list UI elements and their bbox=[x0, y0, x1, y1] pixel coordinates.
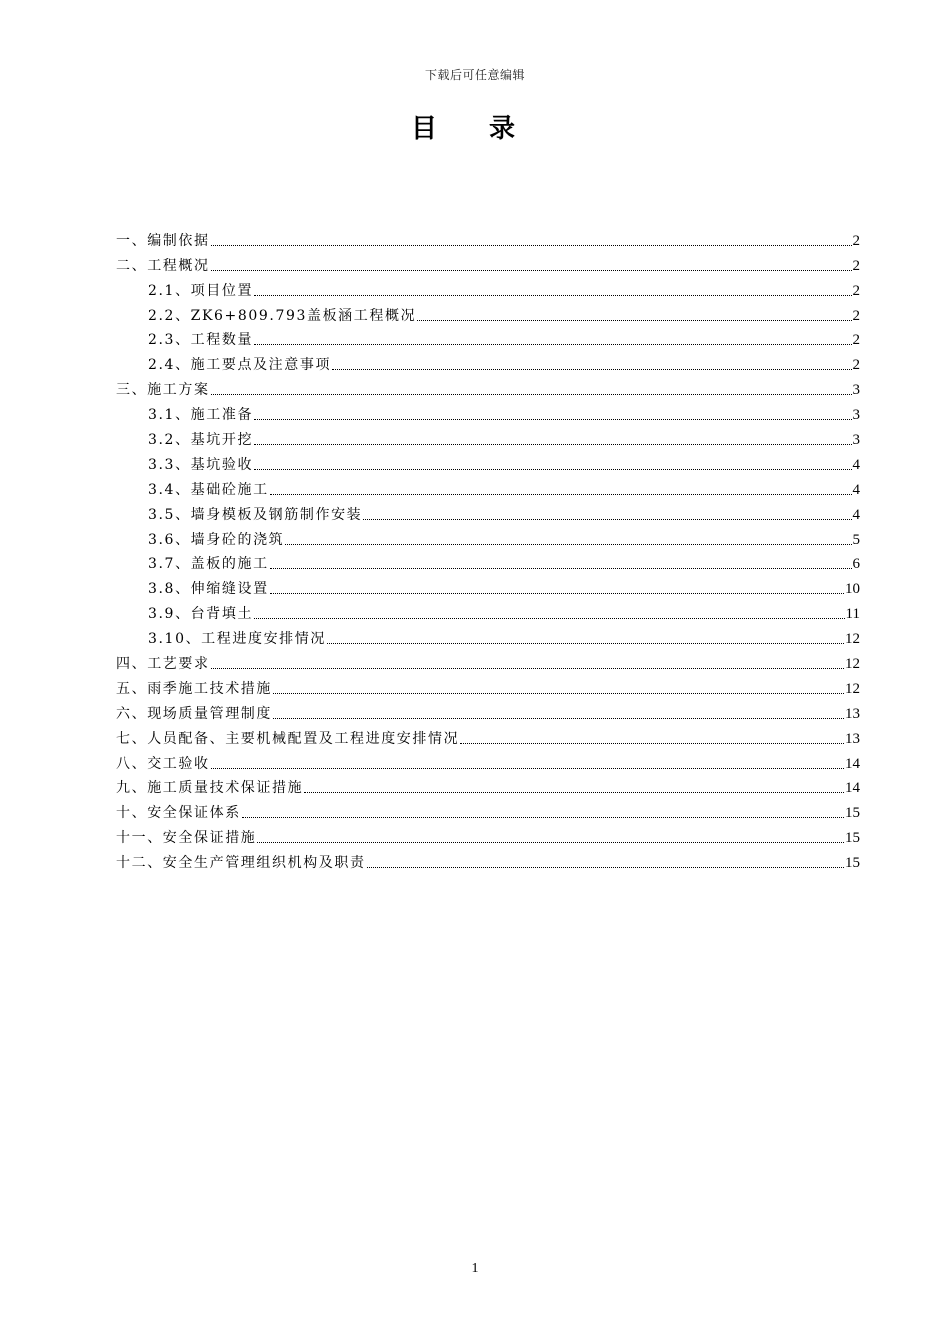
toc-dot-leader bbox=[211, 245, 852, 246]
toc-dot-leader bbox=[270, 568, 852, 569]
toc-entry-label: 2.1、项目位置 bbox=[148, 282, 254, 299]
toc-dot-leader bbox=[367, 867, 844, 868]
toc-entry-page: 3 bbox=[852, 407, 860, 424]
toc-entry-page: 2 bbox=[852, 307, 860, 324]
toc-entry[interactable] bbox=[116, 499, 860, 524]
toc-entry-page: 2 bbox=[852, 332, 860, 349]
header-note: 下载后可任意编辑 bbox=[424, 68, 525, 82]
toc-entry-label: 2.2、ZK6+809.793盖板涵工程概况 bbox=[148, 307, 417, 324]
toc-dot-leader bbox=[211, 768, 844, 769]
toc-entry[interactable] bbox=[116, 524, 860, 549]
toc-entry[interactable] bbox=[116, 623, 860, 648]
toc-entry-page: 4 bbox=[852, 481, 860, 498]
toc-entry[interactable] bbox=[116, 847, 860, 872]
toc-entry-label: 五、雨季施工技术措施 bbox=[116, 680, 272, 697]
toc-entry-page: 4 bbox=[852, 506, 860, 523]
toc-entry-label: 3.3、基坑验收 bbox=[148, 456, 254, 473]
toc-entry-page: 10 bbox=[845, 581, 860, 598]
toc-entry-page: 2 bbox=[852, 357, 860, 374]
toc-entry-page: 12 bbox=[845, 680, 860, 697]
toc-entry-page: 13 bbox=[845, 730, 860, 747]
toc-entry[interactable] bbox=[116, 474, 860, 499]
toc-entry-page: 14 bbox=[845, 755, 860, 772]
toc-dot-leader bbox=[254, 419, 851, 420]
toc-entry-label: 3.9、台背填土 bbox=[148, 606, 254, 623]
toc-entry-page: 2 bbox=[852, 282, 860, 299]
toc-entry-page: 3 bbox=[852, 382, 860, 399]
toc-dot-leader bbox=[273, 693, 844, 694]
toc-entry-label: 七、人员配备、主要机械配置及工程进度安排情况 bbox=[116, 730, 460, 747]
toc-dot-leader bbox=[211, 394, 852, 395]
toc-entry-label: 2.4、施工要点及注意事项 bbox=[148, 357, 332, 374]
toc-dot-leader bbox=[254, 444, 851, 445]
toc-entry-label: 八、交工验收 bbox=[116, 755, 210, 772]
toc-entry-page: 2 bbox=[852, 232, 860, 249]
toc-entry-page: 13 bbox=[845, 705, 860, 722]
toc-entry-label: 2.3、工程数量 bbox=[148, 332, 254, 349]
toc-entry[interactable] bbox=[116, 449, 860, 474]
toc-dot-leader bbox=[273, 718, 844, 719]
toc-dot-leader bbox=[270, 593, 844, 594]
toc-entry-label: 3.10、工程进度安排情况 bbox=[148, 631, 326, 648]
toc-entry[interactable] bbox=[116, 723, 860, 748]
toc-dot-leader bbox=[254, 344, 851, 345]
toc-entry-page: 11 bbox=[845, 606, 860, 623]
toc-entry-label: 3.7、盖板的施工 bbox=[148, 556, 269, 573]
toc-entry[interactable] bbox=[116, 349, 860, 374]
toc-dot-leader bbox=[304, 792, 844, 793]
toc-entry[interactable] bbox=[116, 300, 860, 325]
toc-dot-leader bbox=[332, 369, 851, 370]
toc-entry-label: 四、工艺要求 bbox=[116, 656, 210, 673]
toc-entry-label: 3.2、基坑开挖 bbox=[148, 432, 254, 449]
toc-entry-label: 六、现场质量管理制度 bbox=[116, 705, 272, 722]
toc-entry-page: 14 bbox=[845, 780, 860, 797]
toc-entry[interactable] bbox=[116, 275, 860, 300]
toc-entry-label: 十、安全保证体系 bbox=[116, 805, 241, 822]
toc-entry[interactable] bbox=[116, 325, 860, 350]
toc-entry[interactable] bbox=[116, 698, 860, 723]
toc-entry[interactable] bbox=[116, 549, 860, 574]
toc-entry-label: 十一、安全保证措施 bbox=[116, 830, 257, 847]
toc-dot-leader bbox=[270, 494, 852, 495]
toc-entry-page: 15 bbox=[845, 830, 860, 847]
toc-entry[interactable] bbox=[116, 673, 860, 698]
toc-entry-page: 3 bbox=[852, 432, 860, 449]
toc-entry[interactable] bbox=[116, 374, 860, 399]
toc-entry-label: 一、编制依据 bbox=[116, 232, 210, 249]
toc-entry-label: 3.4、基础砼施工 bbox=[148, 481, 269, 498]
toc-entry[interactable] bbox=[116, 648, 860, 673]
toc-entry-page: 2 bbox=[852, 257, 860, 274]
toc-entry-label: 3.6、墙身砼的浇筑 bbox=[148, 531, 285, 548]
toc-entry-label: 十二、安全生产管理组织机构及职责 bbox=[116, 855, 366, 872]
toc-entry-page: 6 bbox=[852, 556, 860, 573]
toc-entry-label: 三、施工方案 bbox=[116, 382, 210, 399]
page-number: 1 bbox=[471, 1261, 479, 1276]
toc-entry-page: 15 bbox=[845, 805, 860, 822]
toc-entry[interactable] bbox=[116, 598, 860, 623]
toc-dot-leader bbox=[257, 842, 844, 843]
toc-dot-leader bbox=[254, 618, 844, 619]
toc-dot-leader bbox=[417, 320, 851, 321]
toc-entry-label: 二、工程概况 bbox=[116, 257, 210, 274]
toc-dot-leader bbox=[211, 270, 852, 271]
toc-title: 目录 bbox=[410, 114, 567, 144]
toc-entry-label: 九、施工质量技术保证措施 bbox=[116, 780, 304, 797]
toc-entry[interactable] bbox=[116, 399, 860, 424]
toc-entry-label: 3.5、墙身模板及钢筋制作安装 bbox=[148, 506, 363, 523]
toc-dot-leader bbox=[460, 743, 844, 744]
toc-dot-leader bbox=[242, 817, 844, 818]
toc-entry[interactable] bbox=[116, 424, 860, 449]
toc-entry[interactable] bbox=[116, 773, 860, 798]
toc-dot-leader bbox=[327, 643, 844, 644]
toc-entry-label: 3.1、施工准备 bbox=[148, 407, 254, 424]
toc-entry[interactable] bbox=[116, 573, 860, 598]
toc-entry-label: 3.8、伸缩缝设置 bbox=[148, 581, 269, 598]
toc-entry[interactable] bbox=[116, 748, 860, 773]
toc-entry-page: 12 bbox=[845, 656, 860, 673]
table-of-contents bbox=[116, 225, 860, 872]
toc-dot-leader bbox=[211, 668, 844, 669]
toc-entry[interactable] bbox=[116, 797, 860, 822]
toc-dot-leader bbox=[254, 295, 851, 296]
toc-dot-leader bbox=[285, 544, 851, 545]
toc-entry-page: 12 bbox=[845, 631, 860, 648]
toc-entry-page: 15 bbox=[845, 855, 860, 872]
toc-dot-leader bbox=[363, 519, 851, 520]
toc-entry-page: 4 bbox=[852, 456, 860, 473]
toc-entry[interactable] bbox=[116, 225, 860, 250]
toc-entry-page: 5 bbox=[852, 531, 860, 548]
toc-entry[interactable] bbox=[116, 250, 860, 275]
toc-dot-leader bbox=[254, 469, 851, 470]
toc-entry[interactable] bbox=[116, 822, 860, 847]
